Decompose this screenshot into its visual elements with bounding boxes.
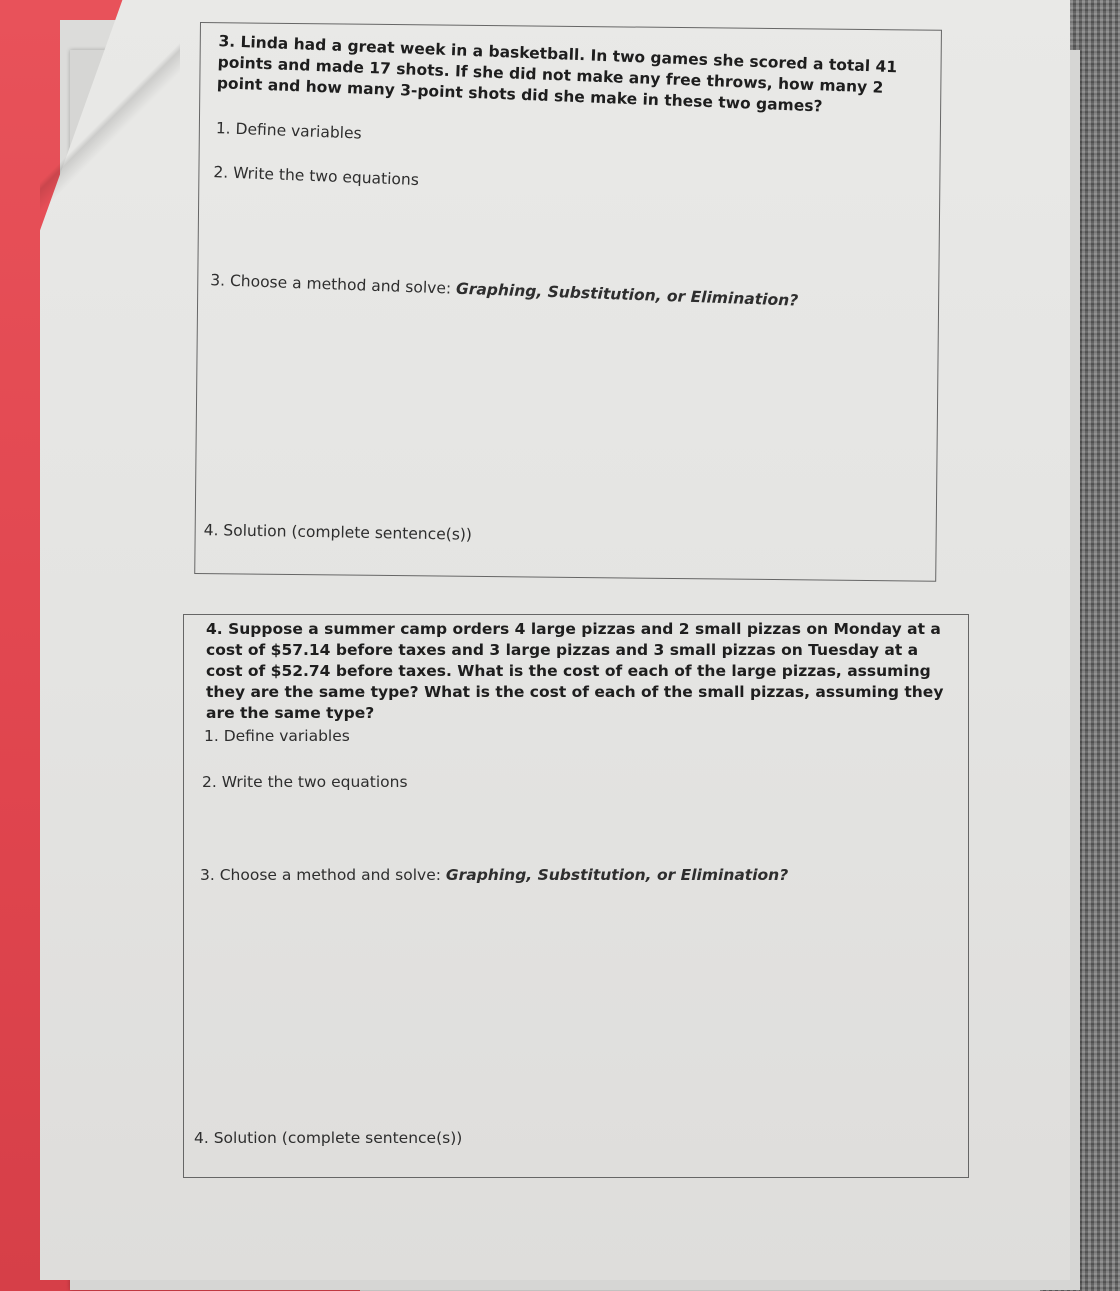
problem-4-step-3 [200,866,788,884]
problem-4-step-4: 4. Solution (complete sentence(s)) [194,1129,463,1147]
problem-4-box [183,614,969,1178]
problem-3-step-1: 1. Define variables [215,119,362,143]
problem-3-question: 3. Linda had a great week in a basketball. In two games she scored a total 41 points and made 17 shots. If she did not make any free throws, how many 2 point and how many 3-point shots did she make in these two games? [216,32,898,116]
problem-4-step-3-label: 3. Choose a method and solve: [200,866,446,884]
problem-3-step-2: 2. Write the two equations [213,163,420,190]
problem-3-box [194,22,942,582]
folded-corner-shadow [40,0,180,240]
problem-3-step-3-label: 3. Choose a method and solve: [209,271,457,298]
problem-3-methods: Graphing, Substitution, or Elimination? [455,279,799,310]
problem-4-question: 4. Suppose a summer camp orders 4 large pizzas and 2 small pizzas on Monday at a cost of $57.14 before taxes and 3 large pizzas and 3 small pizzas on Tuesday at a cost of $52.74 before taxes. What is the cost of each of the large pizzas, assuming they are the same type? What is the cost of each of the small pizzas, assuming they are the same type? [206,620,944,722]
problem-3-step-4: 4. Solution (complete sentence(s)) [203,521,473,544]
problem-4-step-2: 2. Write the two equations [202,773,408,791]
problem-4-step-1: 1. Define variables [204,727,350,745]
problem-3-step-3 [210,271,798,310]
problem-4-methods: Graphing, Substitution, or Elimination? [445,866,789,884]
